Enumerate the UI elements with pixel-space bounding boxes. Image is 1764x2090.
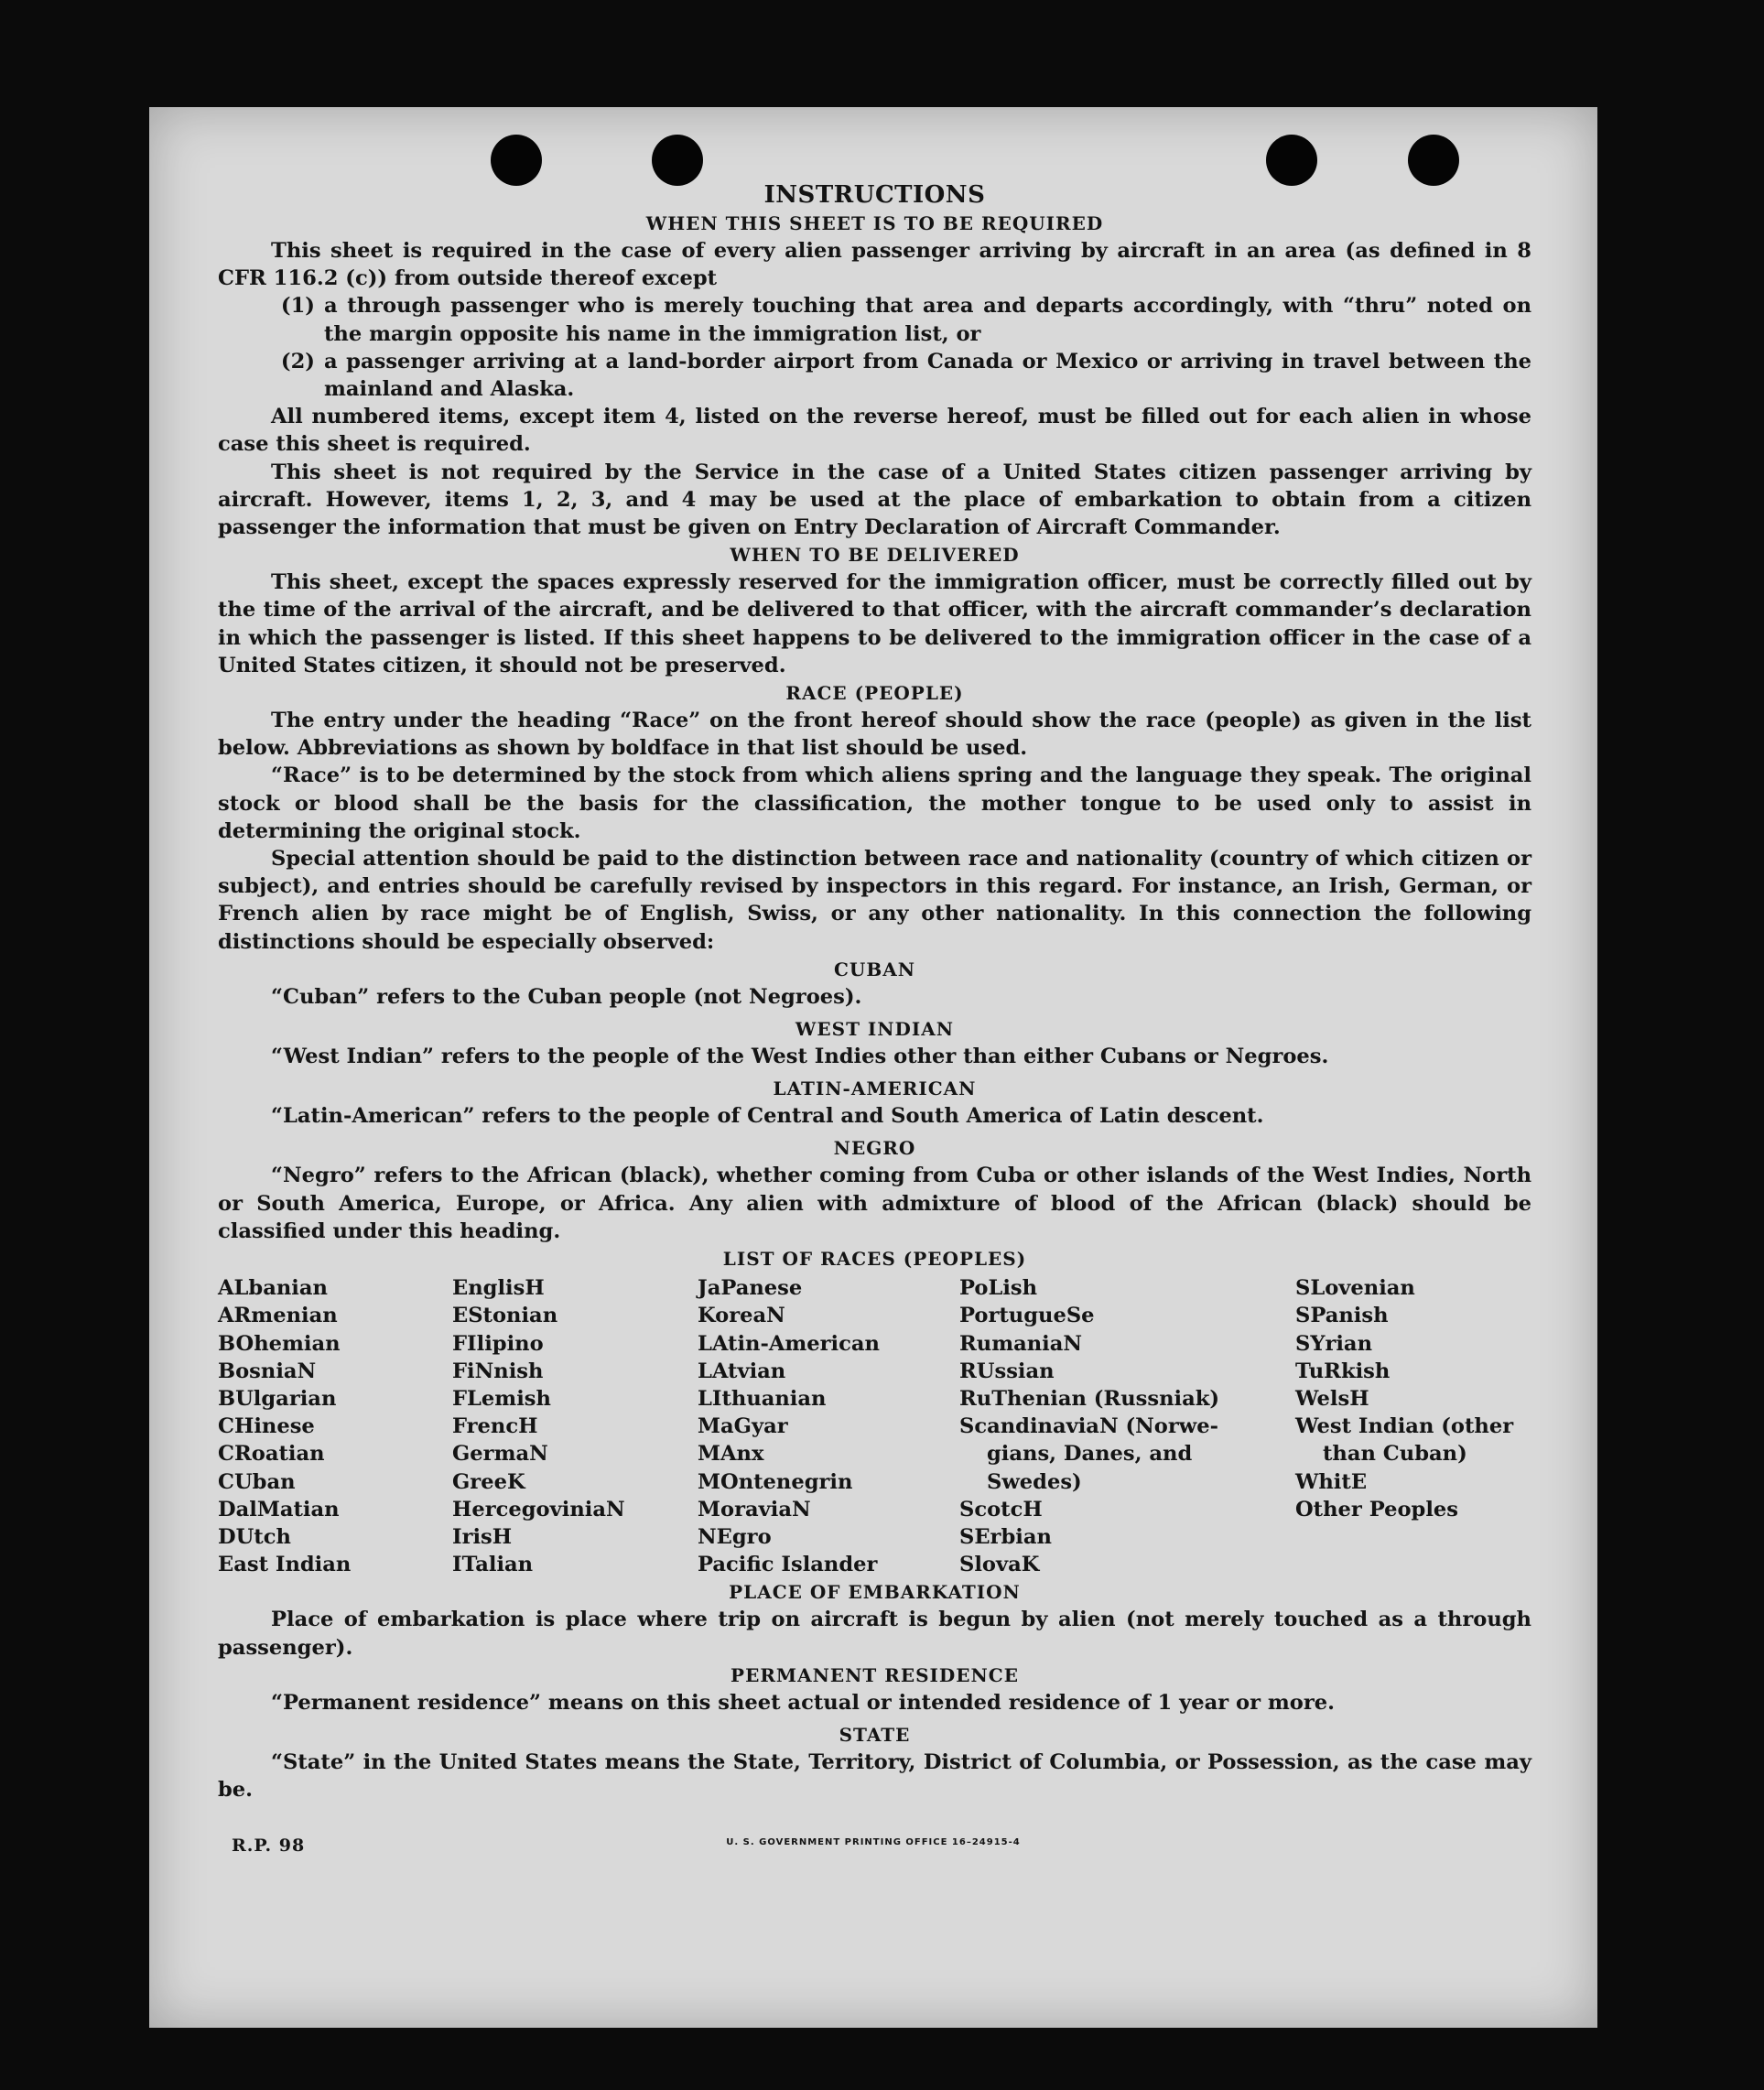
- section-heading-when-delivered: WHEN TO BE DELIVERED: [730, 544, 1020, 567]
- race-entry: MaGyar: [698, 1414, 788, 1439]
- race-entry: FiNnish: [452, 1359, 544, 1383]
- race-entry: EStonian: [452, 1304, 558, 1328]
- race-entry: DalMatian: [218, 1497, 340, 1521]
- race-entry: ScotcH: [959, 1497, 1043, 1521]
- race-entry: ALbanian: [218, 1276, 328, 1301]
- paragraph: “State” in the United States means the State, Territory, District of Columbia, or Possession, as the case may be.: [218, 1749, 1531, 1803]
- race-entry: than Cuban): [1323, 1442, 1467, 1467]
- race-entry: GermaN: [452, 1442, 548, 1467]
- races-column: [452, 1274, 698, 1578]
- race-entry: MAnx: [698, 1442, 764, 1467]
- race-entry: SYrian: [1295, 1331, 1372, 1356]
- races-column: [698, 1274, 959, 1578]
- race-entry: FIlipino: [452, 1331, 544, 1356]
- races-column: [1295, 1274, 1531, 1578]
- race-entry: KoreaN: [698, 1304, 785, 1328]
- race-entry: DUtch: [218, 1524, 291, 1549]
- printer-imprint: U. S. GOVERNMENT PRINTING OFFICE 16–24915-4: [726, 1837, 1021, 1847]
- punch-hole: [491, 135, 542, 186]
- paragraph: Special attention should be paid to the distinction between race and nationality (country of which citizen or subject), and entries should be carefully revised by inspectors in this regard. For instance, an Irish, German, or French alien by race might be of English, Swiss, or any other nationality. In this connection the following distinctions should be especially observed:: [218, 847, 1531, 954]
- race-entry: BUlgarian: [218, 1386, 337, 1411]
- race-entry: RUssian: [959, 1359, 1055, 1383]
- definition-text: “West Indian” refers to the people of the West Indies other than either Cubans or Negroes.: [271, 1045, 1329, 1069]
- definition-heading: WEST INDIAN: [795, 1018, 955, 1041]
- race-entry: WelsH: [1295, 1386, 1369, 1411]
- race-entry: RuThenian (Russniak): [959, 1386, 1220, 1411]
- paragraph: “Permanent residence” means on this sheet actual or intended residence of 1 year or more.: [271, 1690, 1336, 1715]
- race-entry: ITalian: [452, 1553, 534, 1577]
- definition-heading: LATIN-AMERICAN: [773, 1077, 977, 1100]
- section-heading-when-required: WHEN THIS SHEET IS TO BE REQUIRED: [645, 212, 1104, 234]
- race-entry: GreeK: [452, 1469, 525, 1494]
- races-column: [959, 1274, 1295, 1578]
- paragraph: This sheet is not required by the Service in the case of a United States citizen passenger arriving by aircraft. However, items 1, 2, 3, and 4 may be used at the place of embarkation to obtain from a citizen passenger the information that must be given on Entry Declaration of Aircraft Commander.: [218, 460, 1531, 540]
- section-heading-race: RACE (PEOPLE): [785, 682, 964, 705]
- race-entry: LAtvian: [698, 1359, 786, 1383]
- race-entry: BosniaN: [218, 1359, 317, 1383]
- section-heading-state: STATE: [839, 1723, 911, 1746]
- paragraph: “Race” is to be determined by the stock from which aliens spring and the language they speak. The original stock or blood shall be the basis for the classification, the mother tongue to be used only to assist in determining the original stock.: [218, 763, 1531, 843]
- definition-text: “Negro” refers to the African (black), whether coming from Cuba or other islands of the West Indies, North or South America, Europe, or Africa. Any alien with admixture of blood of the African (black) should be classified under this heading.: [218, 1164, 1531, 1243]
- race-entry: ARmenian: [218, 1304, 338, 1328]
- race-entry: HercegoviniaN: [452, 1497, 625, 1521]
- race-entry: BOhemian: [218, 1331, 341, 1356]
- race-entry: RumaniaN: [959, 1331, 1083, 1356]
- race-entry: gians, Danes, and: [987, 1442, 1193, 1467]
- race-entry: SLovenian: [1295, 1276, 1415, 1301]
- instructions-body: [218, 180, 1531, 1803]
- item-text: a passenger arriving at a land-border airport from Canada or Mexico or arriving in travel between the mainland and Alaska.: [324, 349, 1531, 402]
- item-number: (1): [280, 294, 315, 319]
- race-entry: CUban: [218, 1469, 296, 1494]
- item-text: a through passenger who is merely touching that area and departs accordingly, with “thru” noted on the margin opposite his name in the immigration list, or: [324, 294, 1531, 346]
- race-entry: CRoatian: [218, 1442, 325, 1467]
- paragraph: All numbered items, except item 4, listed on the reverse hereof, must be filled out for each alien in whose case this sheet is required.: [218, 405, 1531, 457]
- race-entry: NEgro: [698, 1524, 772, 1549]
- race-entry: PoLish: [959, 1276, 1038, 1301]
- definition-text: “Cuban” refers to the Cuban people (not Negroes).: [271, 984, 862, 1009]
- race-entry: East Indian: [218, 1553, 352, 1577]
- race-entry: MoraviaN: [698, 1497, 811, 1521]
- section-heading-embarkation: PLACE OF EMBARKATION: [729, 1581, 1021, 1604]
- definition-heading: CUBAN: [833, 958, 916, 980]
- definition-heading: NEGRO: [833, 1137, 916, 1160]
- race-entry: MOntenegrin: [698, 1469, 853, 1494]
- section-heading-permanent-residence: PERMANENT RESIDENCE: [730, 1663, 1019, 1686]
- form-code: R.P. 98: [232, 1836, 306, 1856]
- punch-hole: [652, 135, 703, 186]
- race-entry: FLemish: [452, 1386, 551, 1411]
- race-entry: JaPanese: [698, 1276, 803, 1301]
- race-entry: WhitE: [1295, 1469, 1368, 1494]
- paragraph: The entry under the heading “Race” on the front hereof should show the race (people) as given in the list below. Abbreviations as shown by boldface in that list should be used.: [218, 709, 1531, 761]
- document-sheet: [149, 107, 1597, 2028]
- race-entry: ScandinaviaN (Norwe-: [959, 1414, 1218, 1439]
- race-entry: LIthuanian: [698, 1386, 827, 1411]
- race-entry: FrencH: [452, 1414, 538, 1439]
- race-entry: Swedes): [987, 1469, 1082, 1494]
- race-entry: TuRkish: [1295, 1359, 1391, 1383]
- race-entry: Other Peoples: [1295, 1497, 1458, 1521]
- race-entry: SErbian: [959, 1524, 1052, 1549]
- exception-item: [218, 348, 1531, 403]
- races-list: [218, 1274, 1531, 1578]
- race-entry: Pacific Islander: [698, 1553, 878, 1577]
- race-entry: West Indian (other: [1295, 1414, 1514, 1439]
- paragraph: This sheet, except the spaces expressly reserved for the immigration officer, must be correctly filled out by the time of the arrival of the aircraft, and be delivered to that officer, with the aircraft commander’s declaration in which the passenger is listed. If this sheet happens to be delivered to the immigration officer in the case of a United States citizen, it should not be preserved.: [218, 570, 1531, 677]
- paragraph: Place of embarkation is place where trip on aircraft is begun by alien (not merely touched as a through passenger).: [218, 1608, 1531, 1660]
- races-column: [218, 1274, 452, 1578]
- race-entry: CHinese: [218, 1414, 315, 1439]
- race-entry: SPanish: [1295, 1304, 1389, 1328]
- race-entry: LAtin-American: [698, 1331, 880, 1356]
- paragraph: This sheet is required in the case of every alien passenger arriving by aircraft in an area (as defined in 8 CFR 116.2 (c)) from outside thereof except: [218, 239, 1531, 291]
- race-entry: EnglisH: [452, 1276, 545, 1301]
- race-entry: PortugueSe: [959, 1304, 1095, 1328]
- race-entry: SlovaK: [959, 1553, 1040, 1577]
- section-heading-list-of-races: LIST OF RACES (PEOPLES): [722, 1248, 1027, 1271]
- item-number: (2): [280, 349, 315, 374]
- page-title: INSTRUCTIONS: [763, 181, 986, 209]
- punch-hole: [1408, 135, 1459, 186]
- exception-item: [218, 292, 1531, 347]
- punch-hole: [1266, 135, 1317, 186]
- race-entry: IrisH: [452, 1524, 513, 1549]
- definition-text: “Latin-American” refers to the people of Central and South America of Latin descent.: [271, 1104, 1264, 1129]
